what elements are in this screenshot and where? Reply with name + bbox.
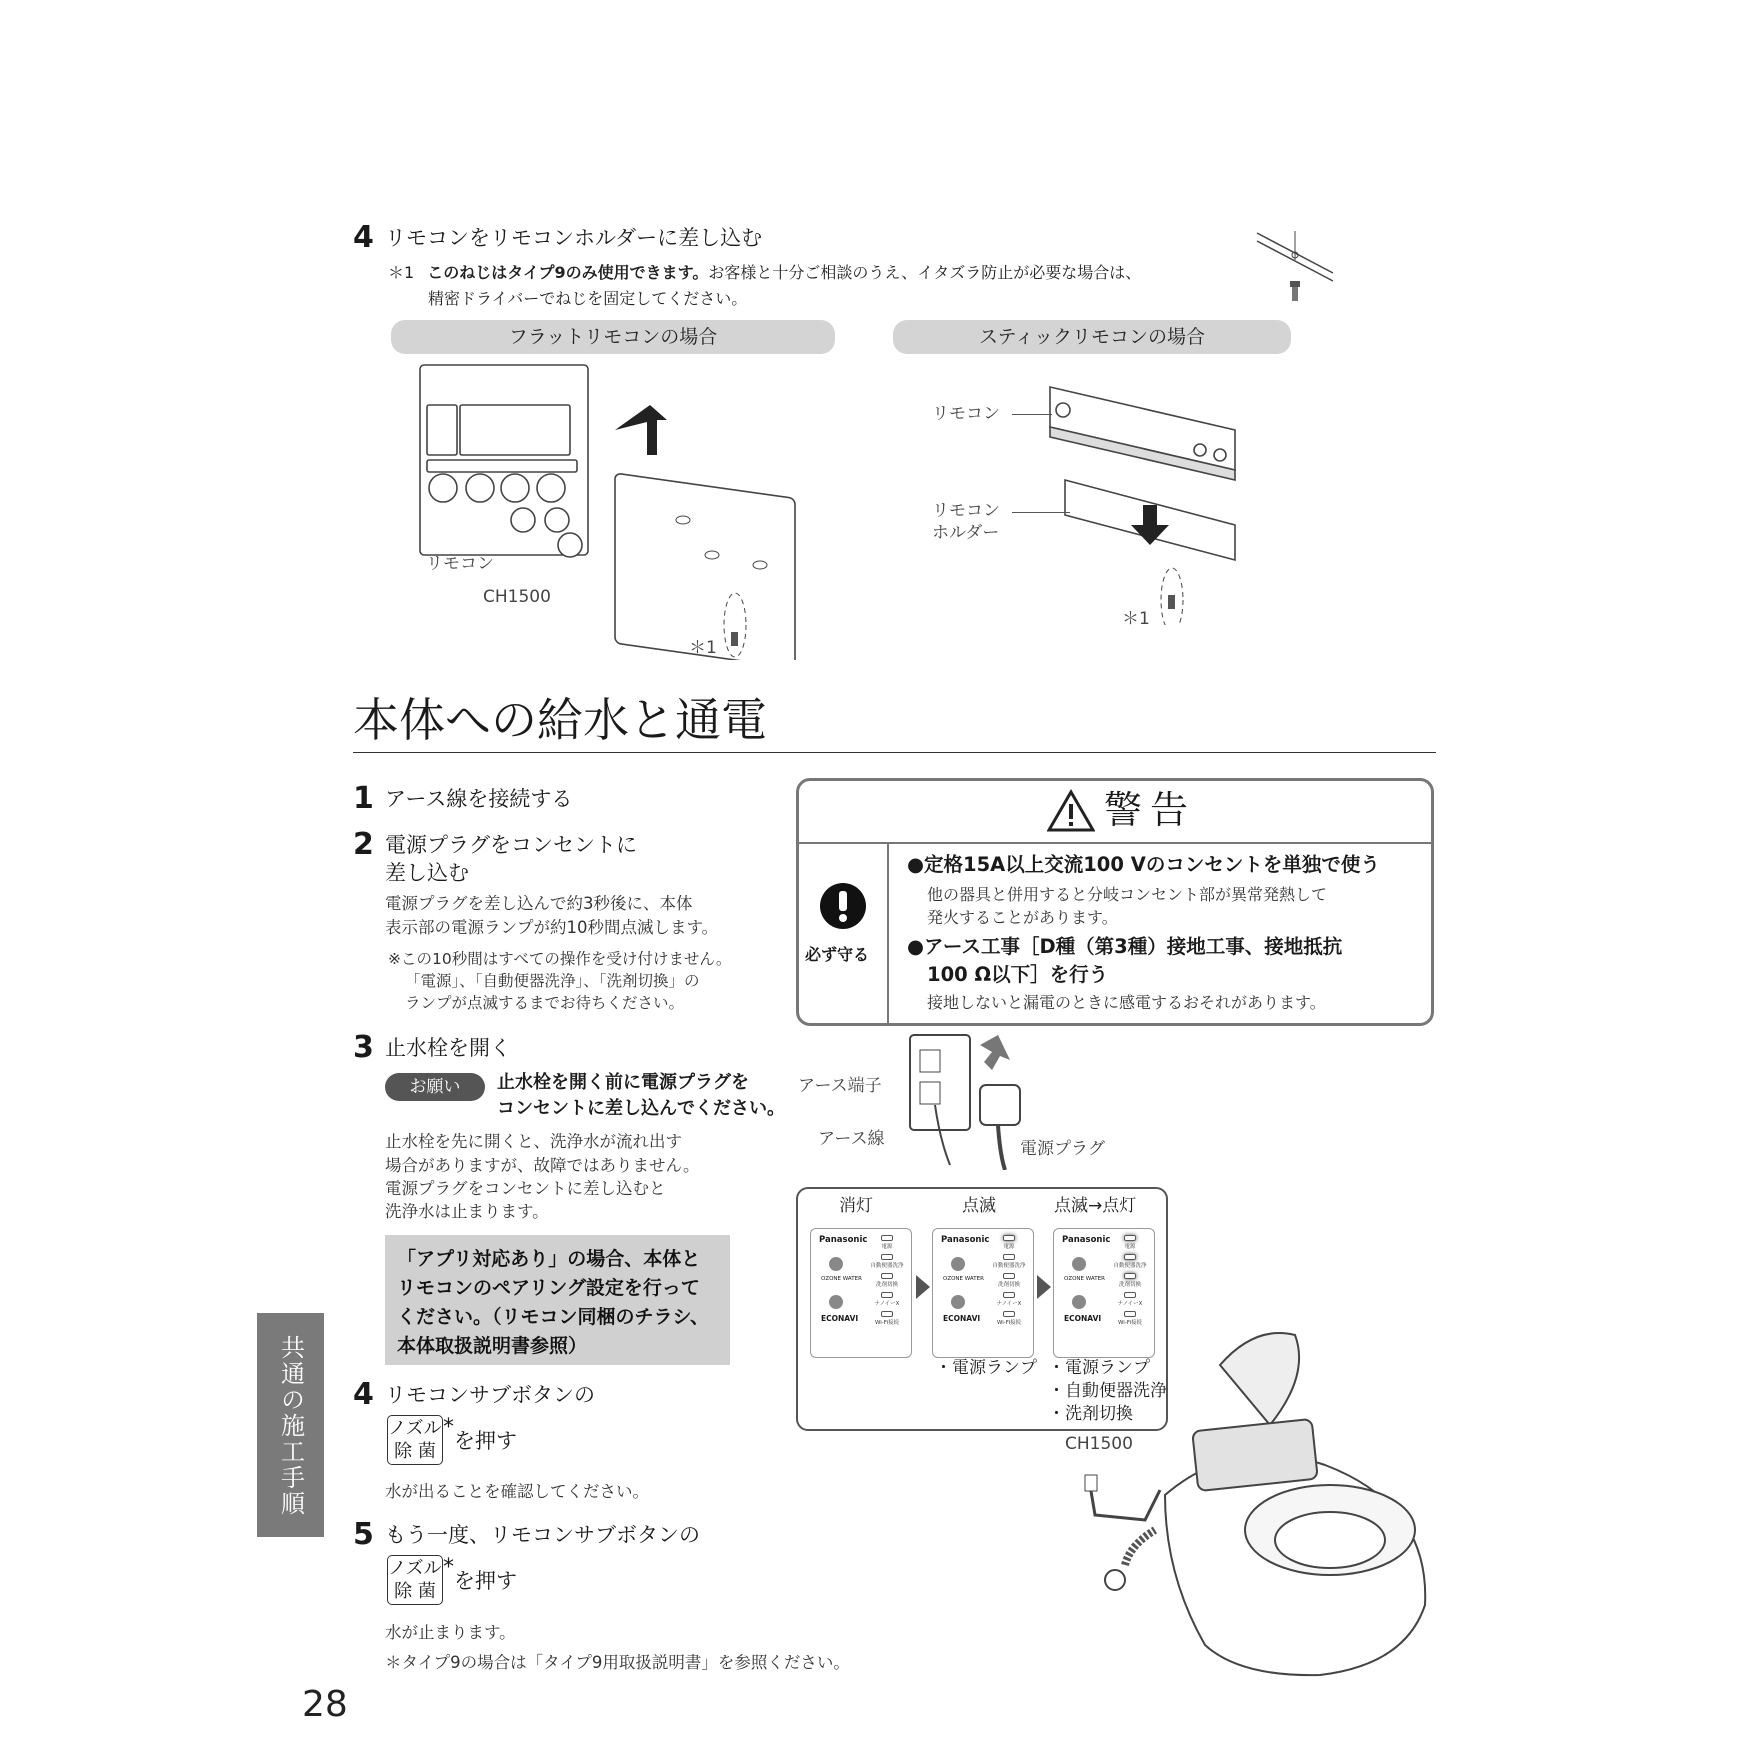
led-indicator — [1003, 1292, 1015, 1298]
nozzle-button-row — [387, 1555, 517, 1605]
stick-screw-label: ＊1 — [1122, 609, 1150, 629]
ozone-icon — [829, 1257, 843, 1271]
led-label: 洗剤切換 — [997, 1282, 1020, 1288]
note-rest: お客様と十分ご相談のうえ、イタズラ防止が必要な場合は、 — [708, 263, 1142, 282]
press-label: を押す — [454, 1429, 517, 1453]
led-label: 自動便器洗浄 — [1113, 1263, 1147, 1269]
led-indicator — [1124, 1292, 1136, 1298]
led-indicator — [1003, 1254, 1015, 1260]
flat-remote-illustration — [415, 360, 815, 660]
card-ozone: OZONE WATER — [821, 1276, 862, 1282]
request-text: コンセントに差し込んでください。 — [497, 1098, 785, 1119]
warning-left-col — [799, 842, 889, 1023]
step-title: アース線を接続する — [385, 787, 573, 811]
must-follow-label: 必ず守る — [805, 945, 870, 964]
warning-item-title: ●アース工事［D種（第3種）接地工事、接地抵抗 — [907, 935, 1343, 958]
page-number: 28 — [302, 1684, 348, 1725]
led-label: Wi-Fi接続 — [874, 1320, 900, 1326]
econavi-icon — [829, 1295, 843, 1309]
stick-remote-illustration — [1035, 375, 1260, 625]
warning-item-body: 接地しないと漏電のときに感電するおそれがあります。 — [927, 993, 1326, 1012]
step-body: 水が止まります。 — [385, 1623, 516, 1642]
led-column — [991, 1235, 1027, 1330]
leader-line — [1012, 512, 1070, 513]
side-tab-label: 共通の施工手順 — [276, 1335, 305, 1517]
step-note: ランプが点滅するまでお待ちください。 — [405, 994, 685, 1012]
step-number: 4 — [353, 220, 374, 255]
leader-line — [1012, 414, 1052, 415]
arrow-right-icon — [916, 1275, 930, 1299]
led-indicator — [1124, 1273, 1136, 1279]
card-econavi: ECONAVI — [1064, 1314, 1102, 1323]
led-label: Wi-Fi接続 — [1117, 1320, 1143, 1326]
step-body: 表示部の電源ランプが約10秒間点滅します。 — [385, 918, 719, 937]
stick-remote-header: スティックリモコンの場合 — [893, 320, 1291, 354]
step-number: 5 — [353, 1517, 374, 1552]
card-econavi: ECONAVI — [821, 1314, 859, 1323]
toilet-illustration — [1055, 1315, 1435, 1685]
led-label: ナノイーX — [1117, 1301, 1143, 1307]
warning-item-title: ●定格15A以上交流100 Vのコンセントを単独で使う — [907, 853, 1380, 876]
screw-note — [388, 261, 1141, 284]
flat-remote-header: フラットリモコンの場合 — [391, 320, 835, 354]
led-indicator — [881, 1311, 893, 1317]
button-line: 除 菌 — [394, 1581, 436, 1602]
button-line: ノズル — [388, 1418, 442, 1439]
warning-item-title: 100 Ω以下］を行う — [927, 963, 1109, 986]
lamp-note: ・電源ランプ — [935, 1358, 1037, 1378]
step-body: 洗浄水は止まります。 — [385, 1202, 549, 1221]
flat-model-label: CH1500 — [483, 587, 551, 607]
step-number: 2 — [353, 827, 374, 862]
stick-holder-label-1: リモコン — [932, 501, 1000, 521]
led-indicator — [881, 1235, 893, 1241]
step-body: 電源プラグを差し込んで約3秒後に、本体 — [385, 894, 693, 913]
led-label: 自動便器洗浄 — [992, 1263, 1026, 1269]
request-badge: お願い — [385, 1073, 485, 1101]
ozone-icon — [1072, 1257, 1086, 1271]
button-line: ノズル — [388, 1558, 442, 1579]
warning-item-body: 発火することがあります。 — [927, 908, 1118, 927]
lamp-card — [932, 1228, 1034, 1358]
led-label: Wi-Fi接続 — [996, 1320, 1022, 1326]
state-blink-label: 点滅 — [962, 1196, 996, 1216]
econavi-icon — [951, 1295, 965, 1309]
lamp-note: ・洗剤切換 — [1048, 1404, 1133, 1424]
stick-holder-label-2: ホルダー — [932, 523, 1000, 543]
card-brand: Panasonic — [941, 1235, 990, 1245]
note-bold: このねじはタイプ9のみ使用できます。 — [427, 263, 709, 282]
state-blink-on-label: 点滅→点灯 — [1054, 1196, 1137, 1216]
ozone-icon — [951, 1257, 965, 1271]
step-title: リモコンサブボタンの — [385, 1383, 595, 1407]
card-ozone: OZONE WATER — [943, 1276, 984, 1282]
pairing-text — [397, 1245, 709, 1361]
econavi-icon — [1072, 1295, 1086, 1309]
request-text: 止水栓を開く前に電源プラグを — [497, 1072, 749, 1093]
asterisk: * — [443, 1555, 454, 1580]
warning-header — [799, 781, 1431, 844]
section-side-tab — [257, 1313, 324, 1537]
card-brand: Panasonic — [1062, 1235, 1111, 1245]
nozzle-sterilize-button-icon — [387, 1555, 443, 1605]
step-title: 差し込む — [385, 861, 469, 885]
earth-wire-label: アース線 — [818, 1129, 885, 1149]
led-label: ナノイーX — [996, 1301, 1022, 1307]
led-label: 電源 — [1124, 1244, 1136, 1250]
stick-remote-label: リモコン — [932, 404, 1000, 424]
nozzle-sterilize-button-icon — [387, 1415, 443, 1465]
step-note: ※この10秒間はすべての操作を受け付けません。 — [388, 950, 732, 968]
exclamation-icon — [819, 882, 867, 930]
page-title: 本体への給水と通電 — [353, 693, 767, 747]
card-brand: Panasonic — [819, 1235, 868, 1245]
step-body: 止水栓を先に開くと、洗浄水が流れ出す — [385, 1132, 682, 1151]
step-title: 止水栓を開く — [385, 1036, 511, 1060]
lamp-note: ・自動便器洗浄 — [1048, 1381, 1167, 1401]
led-indicator — [881, 1273, 893, 1279]
led-indicator — [881, 1254, 893, 1260]
card-econavi: ECONAVI — [943, 1314, 981, 1323]
earth-terminal-label: アース端子 — [798, 1076, 882, 1096]
led-label: ナノイーX — [874, 1301, 900, 1307]
card-ozone: OZONE WATER — [1064, 1276, 1105, 1282]
pairing-line: ください。（リモコン同梱のチラシ、 — [397, 1306, 709, 1328]
arrow-right-icon — [1037, 1275, 1051, 1299]
warning-item-body: 他の器具と併用すると分岐コンセント部が異常発熱して — [927, 885, 1328, 904]
lamp-card — [810, 1228, 912, 1358]
pairing-line: 本体取扱説明書参照） — [397, 1335, 588, 1357]
state-off-label: 消灯 — [839, 1196, 873, 1216]
footnote: ＊タイプ9の場合は「タイプ9用取扱説明書」を参照ください。 — [385, 1653, 850, 1672]
lamp-note: ・電源ランプ — [1048, 1358, 1150, 1378]
step-number: 4 — [353, 1377, 374, 1412]
press-label: を押す — [454, 1569, 517, 1593]
led-indicator — [1124, 1254, 1136, 1260]
led-indicator — [881, 1292, 893, 1298]
led-indicator — [1003, 1311, 1015, 1317]
step-title: リモコンをリモコンホルダーに差し込む — [385, 226, 763, 250]
warning-title: 警告 — [1104, 788, 1197, 832]
led-label: 洗剤切換 — [1118, 1282, 1141, 1288]
screw-note-line2: 精密ドライバーでねじを固定してください。 — [428, 289, 748, 308]
screw-detail-icon — [1255, 225, 1335, 307]
step-body: 水が出ることを確認してください。 — [385, 1482, 649, 1501]
app-pairing-box — [385, 1235, 730, 1365]
step-body: 場合がありますが、故障ではありません。 — [385, 1156, 700, 1175]
step-title: 電源プラグをコンセントに — [385, 833, 637, 857]
pairing-line: 「アプリ対応あり」の場合、本体と — [397, 1248, 701, 1270]
led-indicator — [1003, 1273, 1015, 1279]
step-number: 1 — [353, 781, 374, 816]
led-label: 電源 — [1003, 1244, 1015, 1250]
led-indicator — [1124, 1235, 1136, 1241]
led-indicator — [1003, 1235, 1015, 1241]
flat-remote-label: リモコン — [426, 554, 494, 574]
asterisk: * — [443, 1415, 454, 1440]
led-column — [869, 1235, 905, 1330]
step-body: 電源プラグをコンセントに差し込むと — [385, 1179, 666, 1198]
flat-screw-label: ＊1 — [689, 638, 717, 658]
pairing-line: リモコンのペアリング設定を行って — [397, 1277, 700, 1299]
step-number: 3 — [353, 1030, 374, 1065]
led-label: 洗剤切換 — [875, 1282, 898, 1288]
warning-triangle-icon — [1047, 789, 1095, 833]
toilet-model-label: CH1500 — [1065, 1434, 1133, 1454]
led-label: 自動便器洗浄 — [870, 1263, 904, 1269]
step-note: 「電源」、「自動便器洗浄」、「洗剤切換」の — [405, 972, 700, 990]
button-line: 除 菌 — [394, 1441, 436, 1462]
note-mark: ＊1 — [388, 263, 415, 282]
step-title: もう一度、リモコンサブボタンの — [385, 1523, 700, 1547]
nozzle-button-row — [387, 1415, 517, 1465]
power-plug-label: 電源プラグ — [1020, 1139, 1105, 1159]
title-rule — [353, 752, 1436, 753]
led-label: 電源 — [881, 1244, 893, 1250]
warning-box — [796, 778, 1434, 1026]
